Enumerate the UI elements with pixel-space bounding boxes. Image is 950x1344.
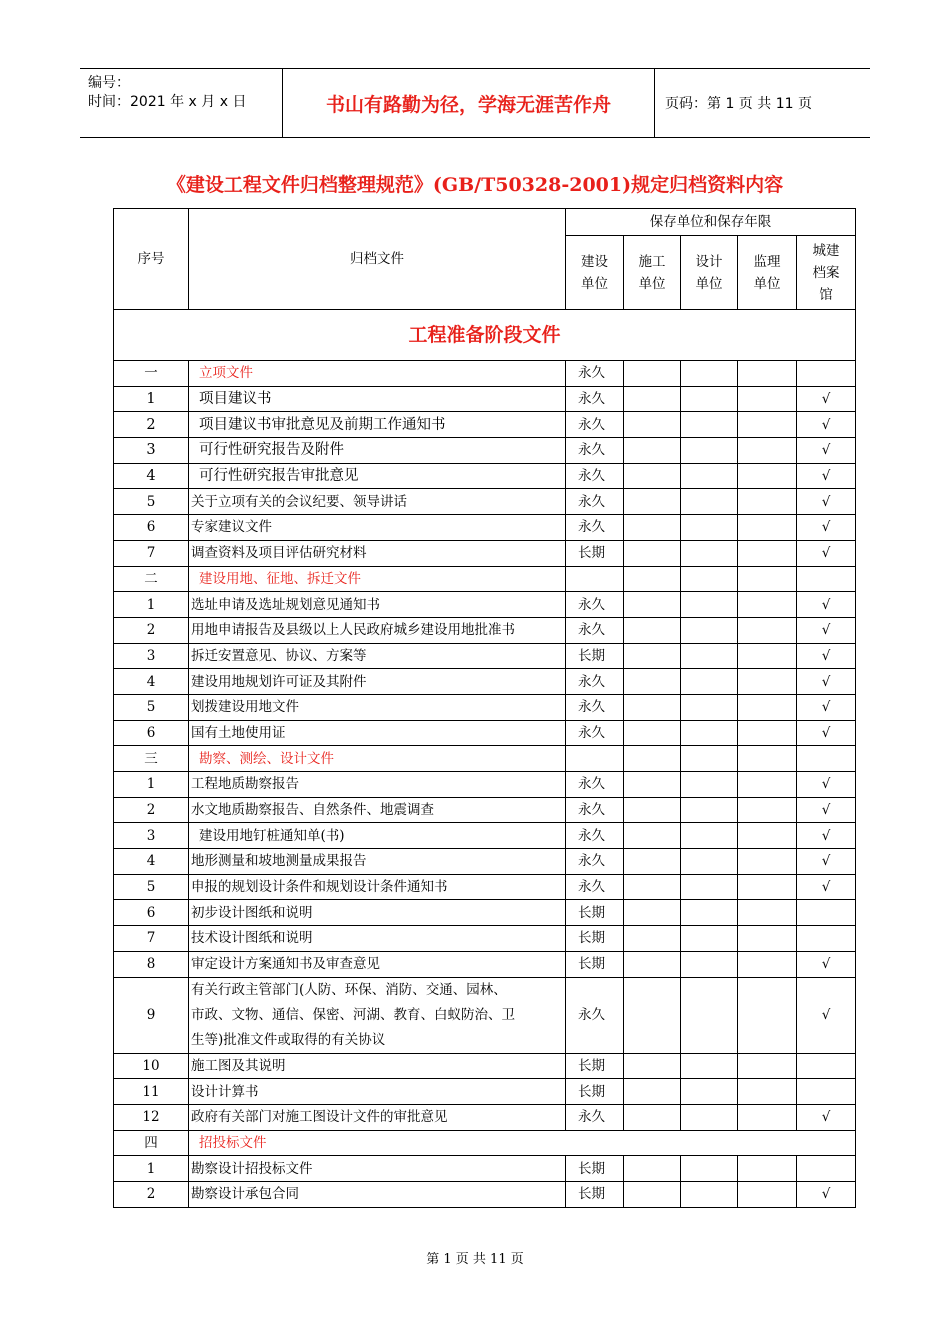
- row-doc: 拆迁安置意见、协议、方案等: [189, 643, 566, 669]
- row-period: 长期: [566, 1156, 624, 1182]
- empty-cell: [624, 720, 681, 746]
- row-doc: 政府有关部门对施工图设计文件的审批意见: [189, 1104, 566, 1130]
- row-seq: 5: [114, 489, 189, 515]
- table-row: [114, 669, 856, 695]
- row-doc: 工程地质勘察报告: [189, 772, 566, 798]
- empty-cell: [738, 926, 797, 952]
- row-seq: 5: [114, 874, 189, 900]
- row-seq: 6: [114, 720, 189, 746]
- row-period: 长期: [566, 540, 624, 566]
- row-doc: 勘察设计招投标文件: [189, 1156, 566, 1182]
- archive-check: √: [797, 694, 856, 720]
- empty-cell: [738, 1156, 797, 1182]
- row-doc: 划拨建设用地文件: [189, 694, 566, 720]
- empty-cell: [624, 977, 681, 1053]
- empty-cell: [738, 694, 797, 720]
- row-period: 长期: [566, 1079, 624, 1105]
- row-seq: 1: [114, 592, 189, 618]
- section-row: [114, 1130, 856, 1156]
- empty-cell: [681, 361, 738, 387]
- unit-header-line: 施工: [638, 253, 666, 270]
- row-period: 永久: [566, 720, 624, 746]
- unit-header-line: 单位: [581, 275, 608, 292]
- table-row: [114, 797, 856, 823]
- empty-cell: [681, 926, 738, 952]
- row-period: 长期: [566, 1181, 624, 1207]
- table-row: [114, 1104, 856, 1130]
- row-seq: 一: [114, 361, 189, 387]
- row-doc: 申报的规划设计条件和规划设计条件通知书: [189, 874, 566, 900]
- empty-cell: [738, 643, 797, 669]
- row-period: 永久: [566, 515, 624, 541]
- empty-cell: [681, 1104, 738, 1130]
- row-period: 永久: [566, 438, 624, 464]
- empty-cell: [681, 772, 738, 798]
- row-doc: 关于立项有关的会议纪要、领导讲话: [189, 489, 566, 515]
- row-doc: 调查资料及项目评估研究材料: [189, 540, 566, 566]
- header-meta: [80, 69, 283, 137]
- empty-cell: [624, 849, 681, 875]
- empty-cell: [738, 592, 797, 618]
- row-doc-line: 生等)批准文件或取得的有关协议: [191, 1031, 386, 1048]
- row-period: 永久: [566, 386, 624, 412]
- empty-cell: [624, 669, 681, 695]
- empty-cell: [624, 797, 681, 823]
- row-period: 永久: [566, 694, 624, 720]
- row-period: 永久: [566, 361, 624, 387]
- row-doc: 技术设计图纸和说明: [189, 926, 566, 952]
- row-seq: 8: [114, 951, 189, 977]
- empty-cell: [738, 823, 797, 849]
- row-doc: 建设用地钉桩通知单(书): [189, 823, 566, 849]
- row-seq: 6: [114, 515, 189, 541]
- row-period: 永久: [566, 874, 624, 900]
- page-footer: 第 1 页 共 11 页: [426, 1252, 524, 1267]
- row-seq: 1: [114, 772, 189, 798]
- row-doc: [189, 977, 566, 1053]
- row-seq: 7: [114, 540, 189, 566]
- empty-cell: [738, 874, 797, 900]
- archive-check: [797, 926, 856, 952]
- empty-cell: [624, 489, 681, 515]
- row-period: 永久: [566, 489, 624, 515]
- empty-cell: [624, 1053, 681, 1079]
- row-doc: 设计计算书: [189, 1079, 566, 1105]
- archive-check: √: [797, 669, 856, 695]
- row-period: [566, 746, 624, 772]
- empty-cell: [624, 361, 681, 387]
- empty-cell: [624, 515, 681, 541]
- section-title: 招投标文件: [189, 1130, 856, 1156]
- empty-cell: [738, 849, 797, 875]
- archive-check: [797, 1156, 856, 1182]
- doc-header: 归档文件: [189, 209, 566, 310]
- section-row: [114, 566, 856, 592]
- unit-header: [797, 236, 856, 310]
- row-doc: 施工图及其说明: [189, 1053, 566, 1079]
- empty-cell: [681, 592, 738, 618]
- empty-cell: [681, 1079, 738, 1105]
- header-motto: 书山有路勤为径，学海无涯苦作舟: [283, 69, 655, 137]
- unit-header-line: 建设: [581, 253, 608, 270]
- empty-cell: [624, 463, 681, 489]
- empty-cell: [738, 1053, 797, 1079]
- row-seq: 1: [114, 386, 189, 412]
- empty-cell: [624, 540, 681, 566]
- row-doc: 选址申请及选址规划意见通知书: [189, 592, 566, 618]
- archive-check: [797, 1079, 856, 1105]
- empty-cell: [738, 386, 797, 412]
- empty-cell: [738, 977, 797, 1053]
- empty-cell: [738, 797, 797, 823]
- row-seq: 5: [114, 694, 189, 720]
- empty-cell: [738, 900, 797, 926]
- empty-cell: [681, 617, 738, 643]
- archive-check: √: [797, 823, 856, 849]
- row-seq: 三: [114, 746, 189, 772]
- empty-cell: [681, 1053, 738, 1079]
- empty-cell: [681, 951, 738, 977]
- archive-check: √: [797, 951, 856, 977]
- row-period: 长期: [566, 926, 624, 952]
- table-row: [114, 643, 856, 669]
- row-period: 永久: [566, 823, 624, 849]
- row-seq: 9: [114, 977, 189, 1053]
- table-row: [114, 617, 856, 643]
- table-row: [114, 489, 856, 515]
- row-seq: 二: [114, 566, 189, 592]
- table-row: [114, 463, 856, 489]
- row-seq: 4: [114, 849, 189, 875]
- table-row: [114, 386, 856, 412]
- table-row: [114, 720, 856, 746]
- archive-check: √: [797, 1104, 856, 1130]
- archive-check: √: [797, 874, 856, 900]
- empty-cell: [681, 849, 738, 875]
- document-date: 时间：2021 年 x 月 x 日: [88, 94, 247, 110]
- empty-cell: [738, 515, 797, 541]
- empty-cell: [681, 463, 738, 489]
- archive-check: [797, 566, 856, 592]
- empty-cell: [624, 694, 681, 720]
- archive-check: √: [797, 617, 856, 643]
- row-doc: 项目建议书审批意见及前期工作通知书: [189, 412, 566, 438]
- empty-cell: [738, 951, 797, 977]
- table-row: [114, 1079, 856, 1105]
- row-period: 永久: [566, 412, 624, 438]
- empty-cell: [681, 823, 738, 849]
- archive-check: [797, 900, 856, 926]
- empty-cell: [681, 746, 738, 772]
- empty-cell: [738, 438, 797, 464]
- section-row: [114, 361, 856, 387]
- table-row: [114, 874, 856, 900]
- section-title: 立项文件: [189, 361, 566, 387]
- empty-cell: [681, 489, 738, 515]
- empty-cell: [624, 874, 681, 900]
- empty-cell: [681, 412, 738, 438]
- row-seq: 2: [114, 797, 189, 823]
- empty-cell: [624, 1181, 681, 1207]
- row-seq: 3: [114, 643, 189, 669]
- header-page-info: 页码：第 1 页 共 11 页: [665, 96, 812, 112]
- row-period: 长期: [566, 643, 624, 669]
- empty-cell: [738, 540, 797, 566]
- table-row: [114, 772, 856, 798]
- section-row: [114, 746, 856, 772]
- empty-cell: [681, 566, 738, 592]
- row-doc: 建设用地规划许可证及其附件: [189, 669, 566, 695]
- archive-check: √: [797, 386, 856, 412]
- empty-cell: [681, 386, 738, 412]
- row-doc: 审定设计方案通知书及审查意见: [189, 951, 566, 977]
- table-row: [114, 951, 856, 977]
- empty-cell: [624, 746, 681, 772]
- empty-cell: [738, 412, 797, 438]
- row-doc: 初步设计图纸和说明: [189, 900, 566, 926]
- unit-header: [681, 236, 738, 310]
- empty-cell: [681, 643, 738, 669]
- archive-check: √: [797, 489, 856, 515]
- row-period: 永久: [566, 463, 624, 489]
- empty-cell: [624, 643, 681, 669]
- stage-title: 工程准备阶段文件: [114, 310, 856, 361]
- retention-group-header: 保存单位和保存年限: [566, 209, 856, 236]
- empty-cell: [624, 1079, 681, 1105]
- table-row: [114, 849, 856, 875]
- row-seq: 4: [114, 669, 189, 695]
- row-period: 永久: [566, 669, 624, 695]
- seq-header: 序号: [114, 209, 189, 310]
- empty-cell: [624, 566, 681, 592]
- row-period: [566, 566, 624, 592]
- unit-header-line: 馆: [819, 286, 833, 303]
- table-row: [114, 977, 856, 1053]
- empty-cell: [624, 438, 681, 464]
- empty-cell: [624, 617, 681, 643]
- stage-row: [114, 310, 856, 361]
- unit-header-line: 档案: [812, 264, 840, 281]
- archive-check: [797, 361, 856, 387]
- empty-cell: [624, 926, 681, 952]
- empty-cell: [738, 1079, 797, 1105]
- empty-cell: [738, 361, 797, 387]
- row-seq: 3: [114, 823, 189, 849]
- row-doc: 项目建议书: [189, 386, 566, 412]
- empty-cell: [681, 1156, 738, 1182]
- row-period: 永久: [566, 1104, 624, 1130]
- empty-cell: [681, 1181, 738, 1207]
- row-period: 永久: [566, 977, 624, 1053]
- unit-header: [566, 236, 624, 310]
- row-seq: 7: [114, 926, 189, 952]
- archive-check: √: [797, 849, 856, 875]
- row-seq: 四: [114, 1130, 189, 1156]
- row-period: 永久: [566, 797, 624, 823]
- archive-check: √: [797, 438, 856, 464]
- table-row: [114, 438, 856, 464]
- archive-check: √: [797, 463, 856, 489]
- empty-cell: [738, 720, 797, 746]
- row-seq: 2: [114, 617, 189, 643]
- empty-cell: [624, 823, 681, 849]
- row-period: 长期: [566, 951, 624, 977]
- row-doc: 专家建议文件: [189, 515, 566, 541]
- table-row: [114, 540, 856, 566]
- archive-table: [113, 208, 856, 1208]
- row-seq: 12: [114, 1104, 189, 1130]
- archive-check: √: [797, 643, 856, 669]
- empty-cell: [681, 977, 738, 1053]
- row-period: 永久: [566, 772, 624, 798]
- row-doc: 用地申请报告及县级以上人民政府城乡建设用地批准书: [189, 617, 566, 643]
- archive-check: √: [797, 515, 856, 541]
- unit-header-line: 设计: [695, 253, 723, 270]
- row-period: 长期: [566, 900, 624, 926]
- unit-header: [624, 236, 681, 310]
- page-header: [80, 68, 870, 138]
- archive-check: √: [797, 540, 856, 566]
- empty-cell: [624, 951, 681, 977]
- row-seq: 1: [114, 1156, 189, 1182]
- archive-check: √: [797, 592, 856, 618]
- empty-cell: [738, 772, 797, 798]
- archive-check: [797, 1053, 856, 1079]
- empty-cell: [624, 386, 681, 412]
- empty-cell: [738, 1181, 797, 1207]
- archive-check: √: [797, 977, 856, 1053]
- archive-check: √: [797, 720, 856, 746]
- empty-cell: [738, 463, 797, 489]
- empty-cell: [738, 489, 797, 515]
- empty-cell: [738, 669, 797, 695]
- table-row: [114, 515, 856, 541]
- table-row: [114, 1053, 856, 1079]
- empty-cell: [681, 720, 738, 746]
- unit-header-line: 城建: [812, 242, 840, 259]
- row-doc: 可行性研究报告审批意见: [189, 463, 566, 489]
- empty-cell: [681, 540, 738, 566]
- empty-cell: [624, 1156, 681, 1182]
- row-doc: 地形测量和坡地测量成果报告: [189, 849, 566, 875]
- section-title: 勘察、测绘、设计文件: [189, 746, 566, 772]
- empty-cell: [681, 694, 738, 720]
- empty-cell: [738, 746, 797, 772]
- table-row: [114, 694, 856, 720]
- empty-cell: [738, 1104, 797, 1130]
- archive-check: [797, 746, 856, 772]
- row-period: 长期: [566, 1053, 624, 1079]
- archive-check: √: [797, 412, 856, 438]
- row-period: 永久: [566, 592, 624, 618]
- table-row: [114, 412, 856, 438]
- table-row: [114, 900, 856, 926]
- unit-header-line: 单位: [695, 275, 723, 292]
- section-title: 建设用地、征地、拆迁文件: [189, 566, 566, 592]
- unit-header-line: 单位: [753, 275, 781, 292]
- row-doc: 可行性研究报告及附件: [189, 438, 566, 464]
- empty-cell: [681, 515, 738, 541]
- unit-header-line: 监理: [753, 253, 781, 270]
- archive-check: √: [797, 797, 856, 823]
- empty-cell: [624, 772, 681, 798]
- document-number-label: 编号：: [88, 75, 130, 91]
- row-doc-line: 市政、文物、通信、保密、河湖、教育、白蚁防治、卫: [191, 1006, 515, 1023]
- row-period: 永久: [566, 849, 624, 875]
- row-seq: 10: [114, 1053, 189, 1079]
- row-seq: 2: [114, 1181, 189, 1207]
- empty-cell: [681, 874, 738, 900]
- empty-cell: [738, 566, 797, 592]
- unit-header-line: 单位: [638, 275, 666, 292]
- empty-cell: [738, 617, 797, 643]
- row-doc: 水文地质勘察报告、自然条件、地震调查: [189, 797, 566, 823]
- empty-cell: [624, 1104, 681, 1130]
- row-seq: 11: [114, 1079, 189, 1105]
- row-seq: 6: [114, 900, 189, 926]
- archive-check: √: [797, 1181, 856, 1207]
- row-period: 永久: [566, 617, 624, 643]
- table-header-row: [114, 209, 856, 236]
- table-row: [114, 823, 856, 849]
- empty-cell: [681, 797, 738, 823]
- empty-cell: [624, 900, 681, 926]
- empty-cell: [624, 412, 681, 438]
- row-seq: 2: [114, 412, 189, 438]
- table-row: [114, 1156, 856, 1182]
- row-doc-line: 有关行政主管部门(人防、环保、消防、交通、园林、: [191, 981, 507, 998]
- row-seq: 3: [114, 438, 189, 464]
- empty-cell: [624, 592, 681, 618]
- archive-check: √: [797, 772, 856, 798]
- row-seq: 4: [114, 463, 189, 489]
- table-row: [114, 926, 856, 952]
- empty-cell: [681, 438, 738, 464]
- table-row: [114, 592, 856, 618]
- row-doc: 国有土地使用证: [189, 720, 566, 746]
- empty-cell: [681, 669, 738, 695]
- unit-header: [738, 236, 797, 310]
- document-title: 《建设工程文件归档整理规范》(GB/T50328-2001)规定归档资料内容: [166, 174, 784, 196]
- table-row: [114, 1181, 856, 1207]
- row-doc: 勘察设计承包合同: [189, 1181, 566, 1207]
- empty-cell: [681, 900, 738, 926]
